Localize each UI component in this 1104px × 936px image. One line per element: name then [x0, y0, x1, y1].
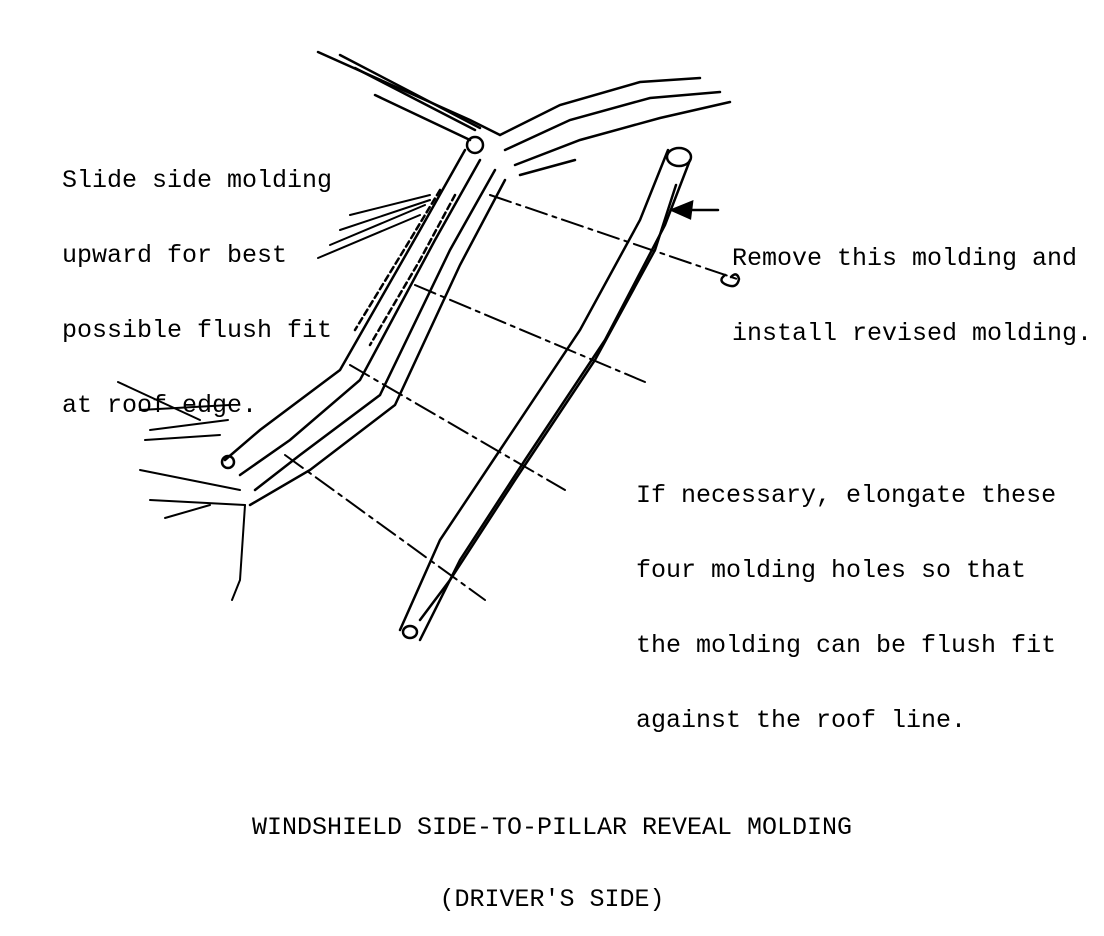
caption-title: WINDSHIELD SIDE-TO-PILLAR REVEAL MOLDING: [251, 813, 853, 842]
text-line: the molding can be flush fit: [636, 631, 1057, 660]
callout-remove-molding: [732, 196, 1092, 371]
text-line: four molding holes so that: [636, 556, 1027, 585]
text-line: Remove this molding and: [732, 244, 1078, 273]
text-line: install revised molding.: [732, 319, 1093, 348]
figure-caption: [152, 768, 952, 936]
text-line: upward for best: [62, 241, 288, 270]
text-line: possible flush fit: [62, 316, 333, 345]
text-line: at roof edge.: [62, 391, 258, 420]
text-line: If necessary, elongate these: [636, 481, 1057, 510]
callout-elongate-holes: [636, 433, 1056, 758]
caption-subtitle: (DRIVER'S SIDE): [439, 885, 665, 914]
callout-slide-molding: [62, 118, 332, 443]
arrow-icon: [672, 202, 718, 218]
text-line: against the roof line.: [636, 706, 967, 735]
text-line: Slide side molding: [62, 166, 333, 195]
